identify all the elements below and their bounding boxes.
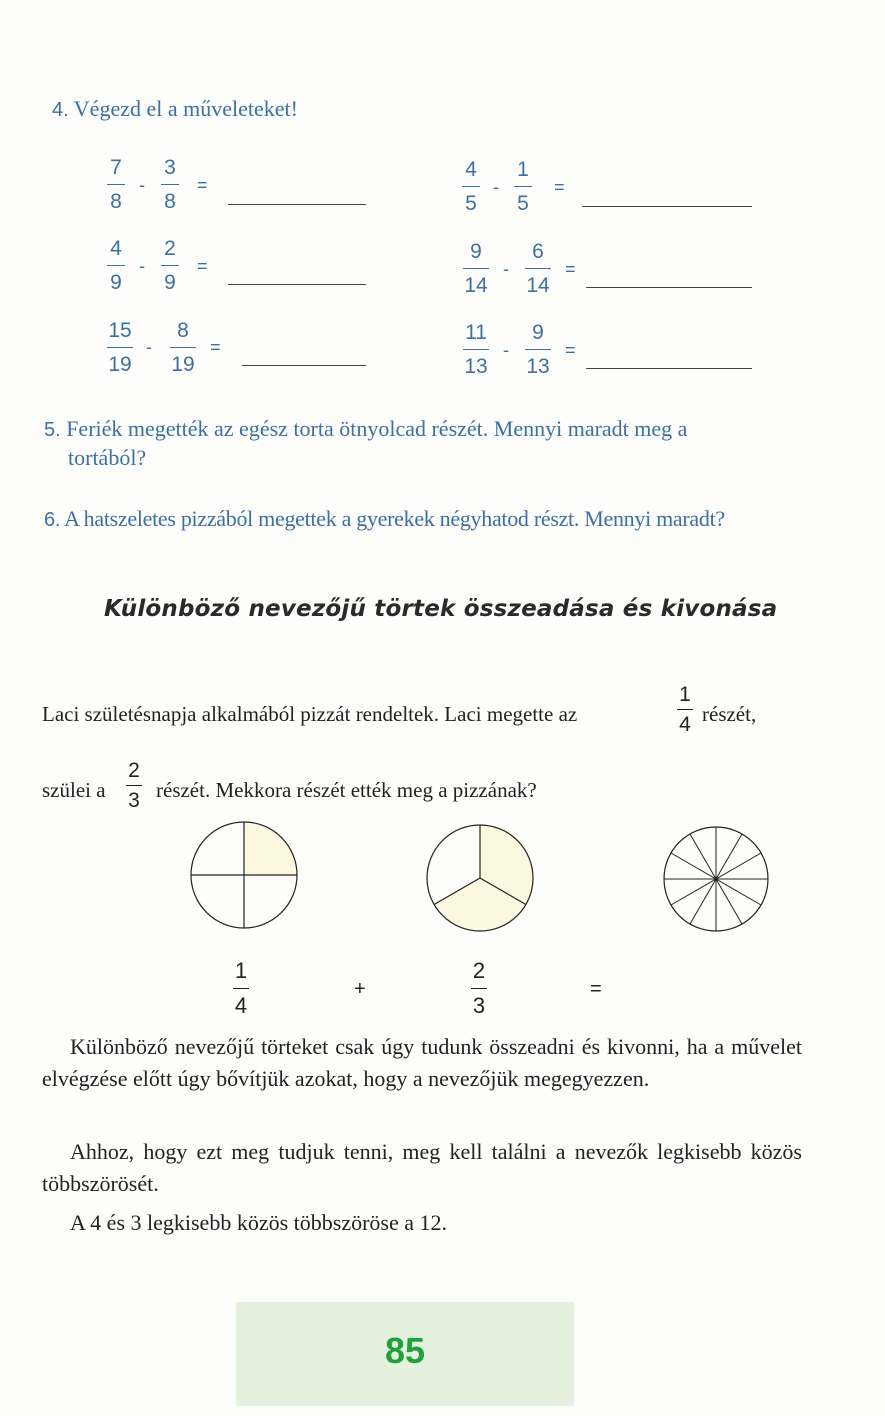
fraction: 4 5 — [457, 159, 485, 214]
minus-sign: - — [146, 337, 152, 357]
section-heading: Különböző nevezőjű törtek összeadása és kivonása — [104, 596, 778, 622]
answer-line[interactable] — [228, 284, 366, 285]
fraction: 8 19 — [171, 319, 195, 376]
task-5 — [44, 414, 687, 445]
task-6 — [44, 504, 725, 535]
task-number: 6. — [44, 509, 61, 531]
answer-line[interactable] — [582, 206, 752, 207]
equals-sign: = — [565, 259, 576, 279]
task-text: Végezd el a műveleteket! — [73, 96, 298, 121]
answer-line[interactable] — [228, 204, 366, 205]
fraction: 4 9 — [102, 238, 130, 293]
minus-sign: - — [493, 177, 499, 197]
equation-fraction-a: 1 4 — [234, 958, 248, 1018]
task-number: 5. — [44, 419, 61, 441]
paragraph-lcm-example: A 4 és 3 legkisebb közös többszöröse a 12. — [70, 1210, 447, 1235]
answer-line[interactable] — [586, 287, 752, 288]
task-4 — [52, 94, 298, 125]
fraction: 1 5 — [509, 159, 537, 214]
fraction: 3 8 — [156, 157, 184, 212]
pizza-quarters-diagram — [186, 817, 302, 933]
equals-sign: = — [197, 175, 208, 195]
fraction: 2 9 — [156, 238, 184, 293]
equals-sign: = — [590, 978, 602, 1000]
minus-sign: - — [503, 340, 509, 360]
paragraph-lcm: Ahhoz, hogy ezt meg tudjuk tenni, meg kell találni a nevezők legkisebb közös többszörösét. — [42, 1139, 802, 1196]
story-line-2-start: szülei a — [42, 778, 106, 802]
equals-sign: = — [565, 340, 576, 360]
fraction: 6 14 — [526, 240, 550, 297]
fraction: 9 14 — [464, 240, 488, 297]
page-number: 85 — [384, 1330, 426, 1371]
story-line-1: Laci születésnapja alkalmából pizzát rendeltek. Laci megette az — [42, 702, 578, 726]
answer-line[interactable] — [586, 368, 752, 369]
fraction-one-quarter: 1 4 — [672, 684, 698, 735]
minus-sign: - — [139, 256, 145, 276]
task-text: A hatszeletes pizzából megettek a gyerekek négyhatod részt. Mennyi maradt? — [64, 506, 725, 531]
paragraph-rule: Különböző nevezőjű törteket csak úgy tudunk összeadni és kivonni, ha a művelet elvégzése előtt úgy bővítjük azokat, hogy a nevezőjük megegyezzen. — [42, 1034, 802, 1091]
equals-sign: = — [210, 337, 221, 357]
fraction: 7 8 — [102, 157, 130, 212]
task-text: Feriék megették az egész torta ötnyolcad részét. Mennyi maradt meg a — [66, 416, 688, 441]
story-line-1-end: részét, — [702, 702, 757, 726]
story-line-2-end: részét. Mekkora részét ették meg a pizzának? — [156, 778, 537, 802]
minus-sign: - — [503, 259, 509, 279]
task-5-line2: tortából? — [68, 445, 147, 470]
answer-line[interactable] — [242, 365, 366, 366]
equation-fraction-b: 2 3 — [472, 958, 486, 1018]
fraction: 11 13 — [464, 321, 488, 378]
fraction: 15 19 — [108, 319, 132, 376]
pizza-twelfths-diagram — [660, 823, 772, 935]
equals-sign: = — [554, 177, 565, 197]
minus-sign: - — [139, 175, 145, 195]
page-number-box — [236, 1302, 574, 1406]
plus-sign: + — [354, 978, 366, 1000]
task-number: 4. — [52, 99, 69, 121]
equals-sign: = — [197, 256, 208, 276]
pizza-thirds-diagram — [423, 821, 537, 935]
fraction: 9 13 — [526, 321, 550, 378]
fraction-two-thirds: 2 3 — [121, 760, 147, 811]
